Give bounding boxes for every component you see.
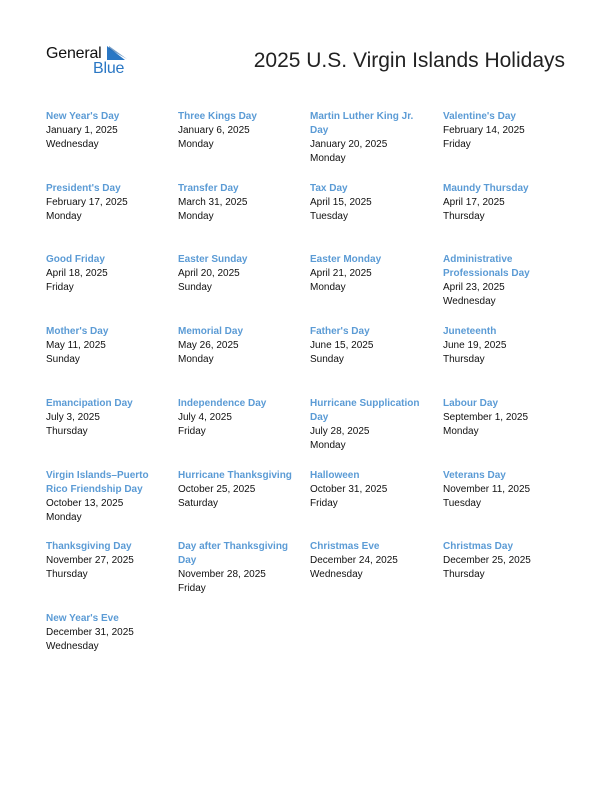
- holiday-date: March 31, 2025: [178, 197, 248, 208]
- holiday-date: September 1, 2025: [443, 412, 529, 423]
- holiday-item: [178, 397, 303, 439]
- holiday-weekday: Friday: [178, 426, 206, 437]
- holiday-weekday: Wednesday: [310, 569, 363, 580]
- holiday-item: [178, 469, 306, 511]
- holiday-name: Three Kings Day: [178, 111, 257, 122]
- holiday-item: [443, 540, 568, 582]
- holiday-item: [310, 469, 435, 511]
- holiday-item: [310, 325, 435, 367]
- holiday-item: [46, 110, 171, 152]
- holiday-item: [310, 540, 435, 582]
- holiday-weekday: Wednesday: [46, 641, 99, 652]
- holiday-date: October 31, 2025: [310, 484, 388, 495]
- holiday-name: Transfer Day: [178, 183, 239, 194]
- holiday-name: New Year's Day: [46, 111, 120, 122]
- holiday-item: [178, 540, 298, 596]
- holiday-date: January 6, 2025: [178, 125, 250, 136]
- holiday-name: Independence Day: [178, 398, 267, 409]
- holiday-name: Valentine's Day: [443, 111, 516, 122]
- holiday-weekday: Tuesday: [310, 211, 348, 222]
- holiday-date: July 3, 2025: [46, 412, 100, 423]
- holiday-item: [178, 253, 303, 295]
- holiday-name: President's Day: [46, 183, 121, 194]
- holiday-item: [46, 612, 171, 654]
- holiday-date: April 23, 2025: [443, 282, 505, 293]
- holiday-name: Mother's Day: [46, 326, 109, 337]
- holiday-name: New Year's Eve: [46, 613, 119, 624]
- holiday-name: Halloween: [310, 470, 360, 481]
- holiday-name: Hurricane Supplication Day: [310, 398, 420, 423]
- holiday-weekday: Monday: [310, 153, 346, 164]
- holiday-name: Tax Day: [310, 183, 348, 194]
- holiday-name: Good Friday: [46, 254, 105, 265]
- holiday-weekday: Monday: [178, 139, 214, 150]
- holiday-name: Hurricane Thanksgiving: [178, 470, 292, 481]
- holiday-item: [443, 253, 543, 309]
- holiday-item: [443, 182, 568, 224]
- holiday-weekday: Monday: [178, 354, 214, 365]
- page-title: 2025 U.S. Virgin Islands Holidays: [253, 49, 565, 72]
- holiday-item: [310, 182, 435, 224]
- holiday-name: Administrative Professionals Day: [443, 254, 530, 279]
- holiday-item: [443, 325, 568, 367]
- holiday-item: [310, 253, 435, 295]
- holiday-item: [310, 110, 420, 166]
- holiday-date: June 15, 2025: [310, 340, 374, 351]
- holiday-date: April 18, 2025: [46, 268, 108, 279]
- logo-text-blue: Blue: [93, 60, 125, 77]
- holiday-weekday: Thursday: [443, 211, 485, 222]
- holiday-name: Juneteenth: [443, 326, 497, 337]
- holiday-item: [178, 110, 303, 152]
- logo-text-general: General: [46, 45, 102, 62]
- logo: [46, 45, 136, 79]
- holiday-name: Veterans Day: [443, 470, 506, 481]
- holiday-weekday: Wednesday: [46, 139, 99, 150]
- holiday-item: [46, 540, 171, 582]
- holiday-weekday: Monday: [310, 282, 346, 293]
- holiday-weekday: Monday: [310, 440, 346, 451]
- holiday-weekday: Sunday: [310, 354, 344, 365]
- holiday-item: [178, 325, 303, 367]
- holiday-date: June 19, 2025: [443, 340, 507, 351]
- holiday-weekday: Thursday: [46, 426, 88, 437]
- holiday-name: Father's Day: [310, 326, 370, 337]
- holiday-item: [46, 182, 171, 224]
- holiday-date: July 28, 2025: [310, 426, 370, 437]
- holiday-date: December 24, 2025: [310, 555, 398, 566]
- holiday-item: [46, 325, 171, 367]
- holiday-name: Thanksgiving Day: [46, 541, 132, 552]
- holiday-item: [46, 469, 158, 525]
- holiday-weekday: Friday: [443, 139, 471, 150]
- holiday-weekday: Thursday: [443, 569, 485, 580]
- holiday-weekday: Tuesday: [443, 498, 481, 509]
- holiday-date: November 27, 2025: [46, 555, 134, 566]
- holiday-name: Labour Day: [443, 398, 499, 409]
- holiday-name: Virgin Islands–Puerto Rico Friendship Day: [46, 470, 149, 495]
- holiday-item: [46, 397, 171, 439]
- holiday-date: July 4, 2025: [178, 412, 232, 423]
- holiday-item: [178, 182, 303, 224]
- holiday-date: February 14, 2025: [443, 125, 525, 136]
- holiday-name: Maundy Thursday: [443, 183, 529, 194]
- holiday-weekday: Friday: [178, 583, 206, 594]
- holiday-name: Memorial Day: [178, 326, 244, 337]
- holiday-date: April 20, 2025: [178, 268, 240, 279]
- holiday-weekday: Monday: [443, 426, 479, 437]
- holiday-item: [310, 397, 430, 453]
- holiday-date: April 21, 2025: [310, 268, 372, 279]
- holiday-date: April 17, 2025: [443, 197, 505, 208]
- holiday-item: [443, 110, 568, 152]
- holiday-weekday: Saturday: [178, 498, 219, 509]
- holiday-weekday: Sunday: [178, 282, 212, 293]
- holiday-date: May 11, 2025: [46, 340, 106, 351]
- holiday-name: Emancipation Day: [46, 398, 133, 409]
- holiday-date: April 15, 2025: [310, 197, 372, 208]
- holiday-date: December 25, 2025: [443, 555, 531, 566]
- holiday-weekday: Monday: [178, 211, 214, 222]
- holiday-date: December 31, 2025: [46, 627, 134, 638]
- holiday-weekday: Friday: [46, 282, 74, 293]
- holiday-weekday: Thursday: [443, 354, 485, 365]
- holiday-date: October 13, 2025: [46, 498, 124, 509]
- holiday-name: Christmas Day: [443, 541, 514, 552]
- holiday-weekday: Monday: [46, 512, 82, 523]
- holiday-item: [443, 469, 568, 511]
- holiday-date: January 20, 2025: [310, 139, 388, 150]
- holiday-name: Martin Luther King Jr. Day: [310, 111, 414, 136]
- holiday-weekday: Sunday: [46, 354, 80, 365]
- holiday-date: January 1, 2025: [46, 125, 118, 136]
- holiday-name: Easter Monday: [310, 254, 382, 265]
- holiday-weekday: Thursday: [46, 569, 88, 580]
- holiday-date: May 26, 2025: [178, 340, 239, 351]
- holiday-item: [443, 397, 568, 439]
- holiday-item: [46, 253, 171, 295]
- holiday-weekday: Friday: [310, 498, 338, 509]
- holiday-name: Easter Sunday: [178, 254, 248, 265]
- holiday-weekday: Monday: [46, 211, 82, 222]
- holiday-date: November 11, 2025: [443, 484, 531, 495]
- holiday-name: Christmas Eve: [310, 541, 380, 552]
- holiday-date: October 25, 2025: [178, 484, 256, 495]
- holiday-weekday: Wednesday: [443, 296, 496, 307]
- holiday-name: Day after Thanksgiving Day: [178, 541, 289, 566]
- holiday-date: February 17, 2025: [46, 197, 128, 208]
- holiday-date: November 28, 2025: [178, 569, 266, 580]
